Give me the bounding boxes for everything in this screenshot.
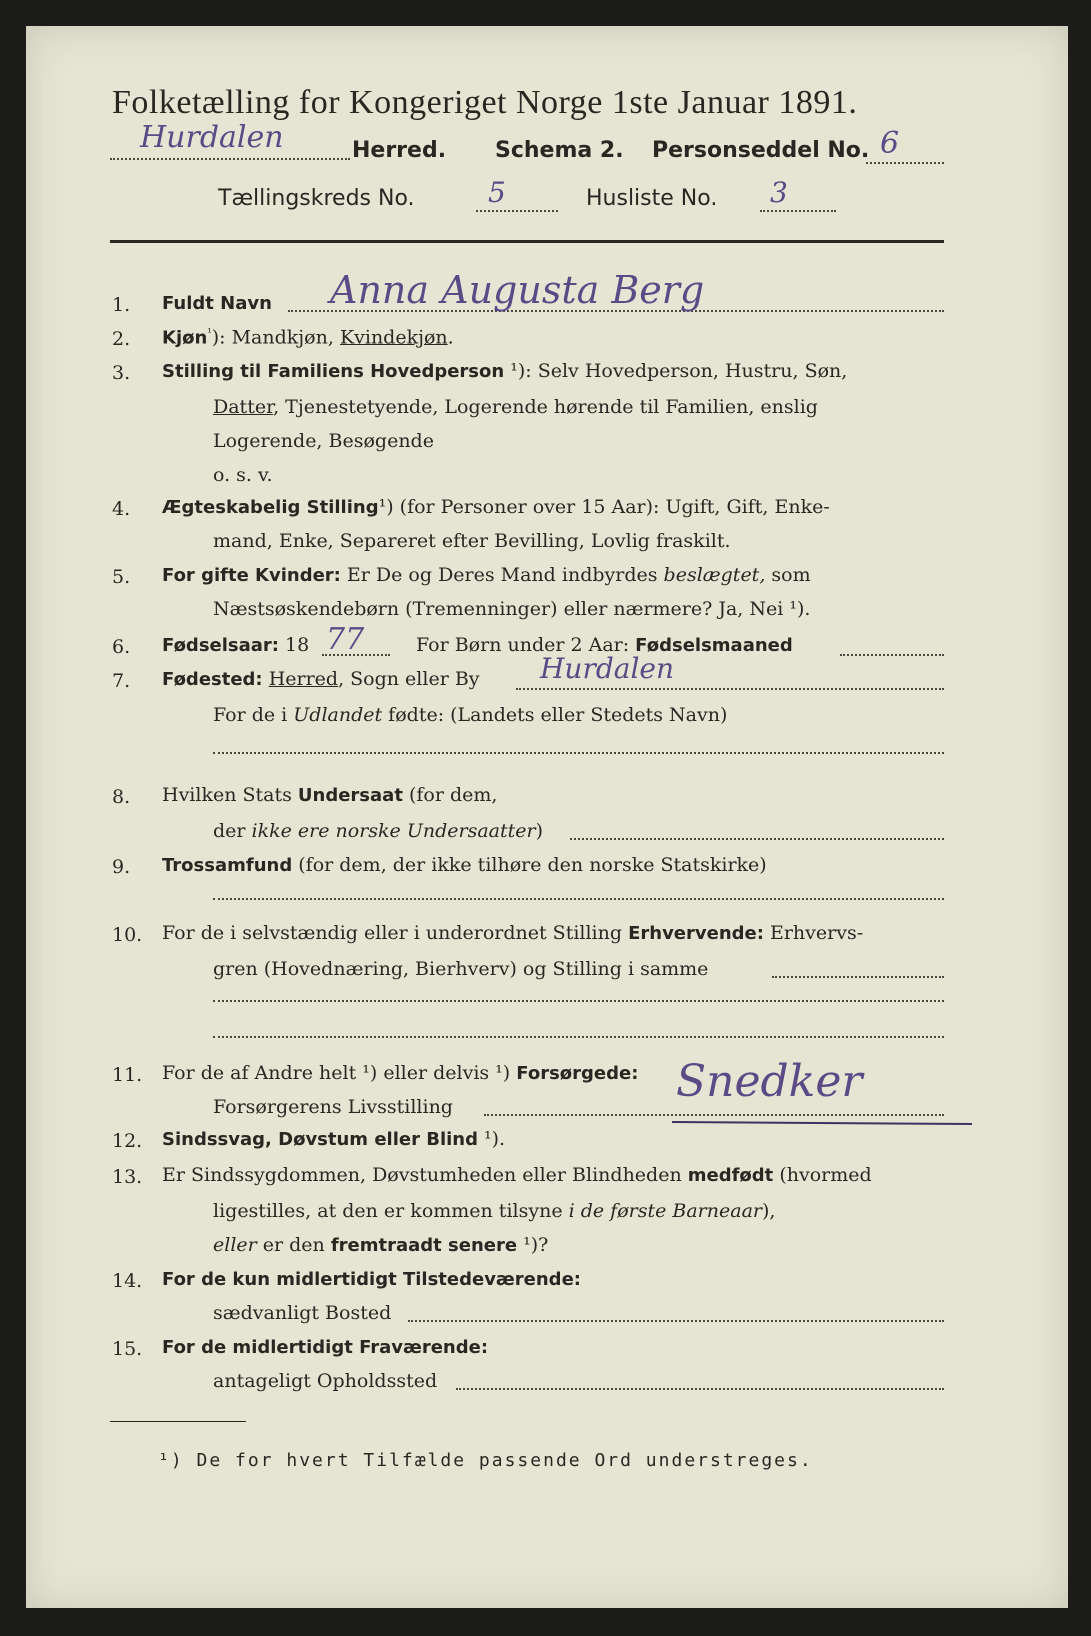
herred-label: Herred.: [352, 138, 447, 163]
kreds-value: 5: [488, 176, 506, 209]
name-value: Anna Augusta Berg: [330, 268, 705, 312]
trossamfund-text: (for dem, der ikke tilhøre den norske Statskirke): [292, 854, 767, 876]
item-number: 3.: [112, 362, 131, 384]
udland-text-it: Udlandet: [293, 704, 383, 726]
erhverv-text-a: For de i selvstændig eller i underordnet Stilling: [162, 922, 629, 944]
item-number: 15.: [112, 1338, 143, 1360]
opholdssted-dotline: [456, 1388, 944, 1390]
forsorgede-label: Forsørgede:: [516, 1063, 639, 1084]
item-number: 7.: [112, 670, 131, 692]
forsorger-label: Forsørgerens Livsstilling: [213, 1096, 453, 1118]
forsorgede-text: For de af Andre helt ¹) eller delvis ¹): [162, 1062, 517, 1084]
stats-text-2b: ): [535, 820, 543, 842]
aegteskab-options: ¹) (for Personer over 15 Aar): Ugift, Gift, Enke-: [378, 496, 830, 518]
undersaat-dotline: [570, 838, 944, 840]
gifte-question-it: beslægtet,: [663, 564, 766, 586]
fodselsmaaned-label: Fødselsmaaned: [635, 635, 793, 656]
fodested-selected: Herred: [268, 668, 339, 690]
footnote-mark: ¹: [207, 326, 212, 339]
udland-text-b: fødte: (Landets eller Stedets Navn): [382, 704, 728, 726]
medfodt-text-b: (hvormed: [773, 1164, 872, 1186]
kjon-selected: Kvindekjøn: [339, 326, 448, 349]
medfodt-text-2b: ),: [762, 1200, 776, 1222]
footnote: ¹) De for hvert Tilfælde passende Ord understreges.: [158, 1450, 813, 1471]
fuldt-navn-label: Fuldt Navn: [162, 293, 272, 314]
aegteskab-options-2: mand, Enke, Separeret efter Bevilling, Lovlig fraskilt.: [213, 530, 731, 552]
fodested-label: Fødested:: [162, 669, 263, 690]
schema-label: Schema 2.: [495, 138, 624, 163]
tilstedevaerende-label: For de kun midlertidigt Tilstedeværende:: [162, 1269, 581, 1290]
census-form-sheet: [26, 26, 1068, 1608]
gifte-question-2: Næstsøskendebørn (Tremenninger) eller nærmere? Ja, Nei ¹).: [213, 598, 811, 620]
item-number: 6.: [112, 636, 131, 658]
kjon-options: ): Mandkjøn,: [211, 326, 340, 349]
stilling-options-3: Logerende, Besøgende: [213, 430, 434, 452]
footnote-rule: [110, 1421, 246, 1422]
kreds-label: Tællingskreds No.: [218, 186, 415, 211]
item-number: 8.: [112, 786, 131, 808]
stilling-options-2: , Tjenestetyende, Logerende hørende til Familien, enslig: [273, 396, 818, 418]
medfodt-text-3it: eller: [213, 1234, 257, 1256]
erhverv-dotline-2: [213, 1000, 944, 1002]
opholdssted-label: antageligt Opholdssted: [213, 1370, 438, 1392]
herred-dotline: [110, 158, 350, 160]
fodested-options: , Sogn eller By: [338, 668, 480, 690]
personseddel-value: 6: [880, 126, 900, 161]
stilling-osv: o. s. v.: [213, 464, 273, 486]
medfodt-label: medfødt: [687, 1165, 774, 1186]
husliste-label: Husliste No.: [586, 186, 718, 211]
fremtraadt-label: fremtraadt senere: [330, 1235, 518, 1256]
item-number: 2.: [112, 328, 131, 350]
kjon-label: Kjøn: [162, 327, 208, 349]
undersaat-label: Undersaat: [297, 785, 403, 806]
form-title: Folketælling for Kongeriget Norge 1ste Januar 1891.: [112, 84, 858, 121]
stilling-options: ¹): Selv Hovedperson, Hustru, Søn,: [510, 360, 848, 382]
fodested-dotline: [516, 688, 944, 690]
stats-text: (for dem,: [402, 784, 498, 806]
item-number: 4.: [112, 498, 131, 520]
stilling-selected: Datter: [213, 396, 274, 418]
gifte-question: Er De og Deres Mand indbyrdes: [346, 564, 664, 586]
item-number: 10.: [112, 924, 143, 946]
item-number: 13.: [112, 1166, 143, 1188]
personseddel-dotline: [866, 162, 944, 164]
medfodt-text-2it: i de første Barneaar: [568, 1200, 762, 1222]
sindssvag-label: Sindssvag, Døvstum eller Blind: [162, 1129, 478, 1150]
stats-text-2a: der: [213, 820, 252, 842]
personseddel-label: Personseddel No.: [652, 138, 870, 163]
born-under-2-text: For Børn under 2 Aar:: [416, 634, 636, 656]
medfodt-text-3a: er den: [256, 1234, 331, 1256]
udland-dotline: [213, 752, 944, 754]
fravaerende-label: For de midlertidigt Fraværende:: [162, 1337, 489, 1358]
stats-text-2it: ikke ere norske Undersaatter: [251, 820, 536, 842]
year-prefix: 18: [285, 634, 310, 656]
husliste-dotline: [760, 210, 836, 212]
trossamfund-dotline: [213, 898, 944, 900]
kreds-dotline: [476, 210, 558, 212]
herred-value: Hurdalen: [140, 120, 284, 155]
month-dotline: [840, 654, 944, 656]
birth-year-value: 77: [326, 622, 365, 657]
erhverv-dotline-1: [772, 976, 944, 978]
kjon-end: .: [447, 326, 454, 349]
trossamfund-label: Trossamfund: [162, 855, 293, 876]
forsorger-dotline: [484, 1114, 944, 1116]
header-rule: [110, 240, 944, 243]
stilling-label: Stilling til Familiens Hovedperson: [162, 361, 505, 382]
udland-text-a: For de i: [213, 704, 294, 726]
bosted-label: sædvanligt Bosted: [213, 1302, 392, 1324]
item-number: 1.: [112, 294, 131, 316]
forsorger-value: Snedker: [676, 1056, 863, 1107]
item-number: 9.: [112, 856, 131, 878]
birthplace-value: Hurdalen: [540, 652, 675, 685]
gifte-question-end: som: [765, 564, 811, 586]
erhverv-text-2: gren (Hovednæring, Bierhverv) og Stilling i samme: [213, 958, 709, 980]
item-number: 12.: [112, 1130, 143, 1152]
item-number: 5.: [112, 566, 131, 588]
bosted-dotline: [408, 1320, 944, 1322]
medfodt-text-a: Er Sindssygdommen, Døvstumheden eller Blindheden: [162, 1164, 688, 1186]
fodselsaar-label: Fødselsaar:: [162, 635, 279, 656]
medfodt-text-2a: ligestilles, at den er kommen tilsyne: [213, 1200, 569, 1222]
sindssvag-end: ¹).: [477, 1128, 506, 1150]
erhvervende-label: Erhvervende:: [628, 923, 764, 944]
aegteskab-label: Ægteskabelig Stilling: [162, 497, 379, 518]
item-number: 11.: [112, 1064, 143, 1086]
erhverv-dotline-3: [213, 1036, 944, 1038]
husliste-value: 3: [770, 176, 788, 209]
item-number: 14.: [112, 1270, 143, 1292]
medfodt-text-3c: ¹)?: [517, 1234, 549, 1256]
erhverv-text-b: Erhvervs-: [763, 922, 864, 944]
stats-label-a: Hvilken Stats: [162, 784, 298, 806]
gifte-label: For gifte Kvinder:: [162, 565, 341, 586]
